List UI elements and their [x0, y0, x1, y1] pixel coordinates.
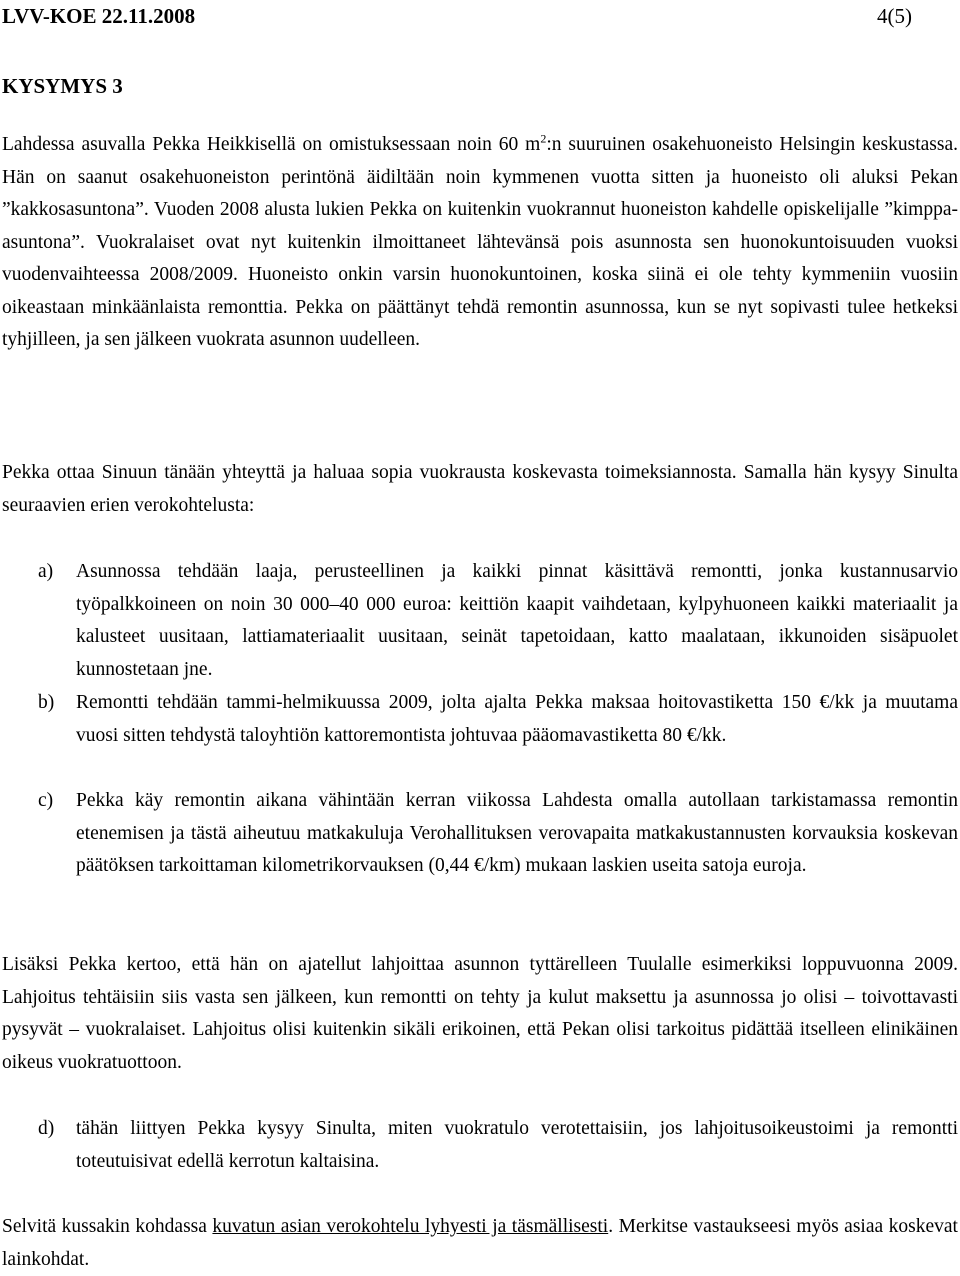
- page-number: 4(5): [877, 4, 912, 28]
- intro-superscript: 2: [540, 131, 547, 146]
- instruction-text-a: Selvitä kussakin kohdassa: [2, 1216, 213, 1237]
- list-item-label: a): [38, 561, 54, 582]
- intro-text-a: Lahdessa asuvalla Pekka Heikkisellä on omistuksessaan noin 60 m: [2, 134, 541, 155]
- list-item-text: Asunnossa tehdään laaja, perusteellinen ja kaikki pinnat käsittävä remontti, jonka kustannusarvio työpalkkoineen on noin 30 000–40 000 euroa: keittiön kaapit vaihdetaan, kylpyhuoneen kaikki materiaalit ja kalusteet uusitaan, lattiamateriaalit uusitaan, seinät tapetoidaan, katto maalataan, ikkunoiden sisäpuolet kunnostetaan jne.: [76, 561, 958, 680]
- list-item-text: Pekka käy remontin aikana vähintään kerran viikossa Lahdesta omalla autollaan tarkistamassa remontin etenemisen ja tästä aiheutuu matkakuluja Verohallituksen verovapaita matkakustannusten korvauksia koskevan päätöksen tarkoittaman kilometrikorvauksen (0,44 €/km) mukaan laskien useita satoja euroja.: [76, 790, 958, 876]
- question-heading: KYSYMYS 3: [2, 74, 123, 98]
- intro-text-b: :n suuruinen osakehuoneisto Helsingin keskustassa. Hän on saanut osakehuoneiston perintönä äidiltään noin kymmenen vuotta sitten ja huoneisto oli aluksi Pekan ”kakkosasuntona”. Vuoden 2008 alusta lukien Pekka on kuitenkin vuokrannut huoneiston kahdelle opiskelijalle ”kimppa-asuntona”. Vuokralaiset ovat nyt kuitenkin ilmoittaneet lähtevänsä pois asunnosta sen huonokuntoisuuden vuoksi vuodenvaihteessa 2008/2009. Huoneisto onkin varsin huonokuntoinen, koska siinä ei ole tehty kymmeniin vuosiin oikeastaan minkäänlaista remonttia. Pekka on päättänyt tehdä remontin asunnossa, kun se nyt sopivasti tulee hetkeksi tyhjilleen, ja sen jälkeen vuokrata asunnon uudelleen.: [2, 134, 958, 350]
- instruction-underlined: kuvatun asian verokohtelu lyhyesti ja täsmällisesti: [212, 1216, 609, 1237]
- list-item-label: d): [38, 1118, 55, 1139]
- list-item-label: b): [38, 692, 55, 713]
- exam-title: LVV-KOE 22.11.2008: [2, 4, 196, 28]
- list-item-text: Remontti tehdään tammi-helmikuussa 2009, jolta ajalta Pekka maksaa hoitovastiketta 150 €/kk ja muutama vuosi sitten tehdystä taloyhtiön kattoremontista johtuvaa pääomavastiketta 80 €/kk.: [76, 692, 958, 746]
- request-paragraph: Pekka ottaa Sinuun tänään yhteyttä ja haluaa sopia vuokrausta koskevasta toimeksiannosta. Samalla hän kysyy Sinulta seuraavien erien verokohtelusta:: [2, 462, 958, 516]
- instruction-text-b: . Merkitse vastaukseesi myös asiaa koskevat lainkohdat.: [2, 1216, 958, 1270]
- gift-paragraph: Lisäksi Pekka kertoo, että hän on ajatellut lahjoittaa asunnon tyttärelleen Tuulalle esimerkiksi loppuvuonna 2009. Lahjoitus tehtäisiin siis vasta sen jälkeen, kun remontti on tehty ja kulut maksettu ja asunnossa jo olisi – toivottavasti pysyvät – vuokralaiset. Lahjoitus olisi kuitenkin sikäli erikoinen, että Pekan olisi tarkoitus pidättää itselleen elinikäinen oikeus vuokratuottoon.: [2, 954, 958, 1073]
- instruction-paragraph: [2, 1211, 958, 1276]
- intro-paragraph: [2, 129, 958, 357]
- list-item-text: tähän liittyen Pekka kysyy Sinulta, miten vuokratulo verotettaisiin, jos lahjoitusoikeustoimi ja remontti toteutuisivat edellä kerrotun kaltaisina.: [76, 1118, 958, 1172]
- list-item-label: c): [38, 790, 54, 811]
